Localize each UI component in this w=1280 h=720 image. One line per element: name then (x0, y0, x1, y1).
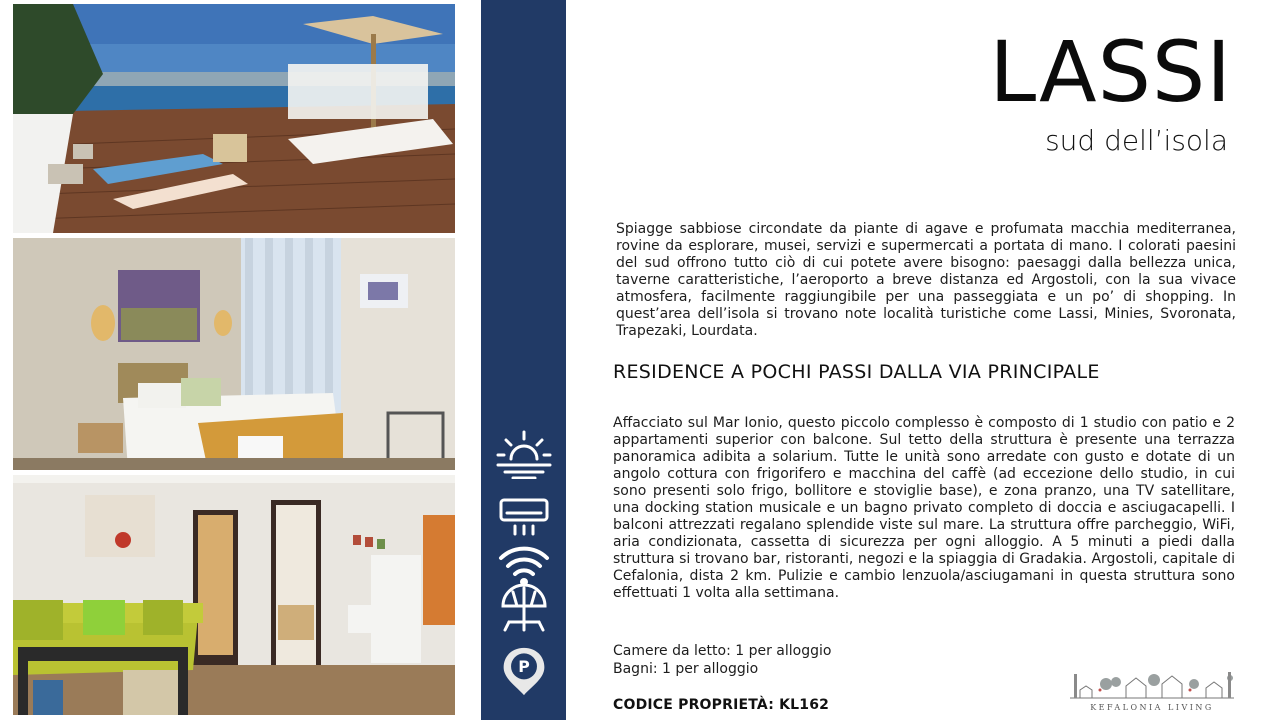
amenities-band (481, 0, 566, 720)
wifi-icon (495, 540, 553, 590)
air-conditioner-icon (495, 494, 553, 544)
property-code-value: KL162 (779, 697, 830, 713)
beach-umbrella-icon (495, 584, 553, 634)
photo-rooftop-terrace (13, 4, 455, 233)
page-subtitle: sud dell’isola (1045, 124, 1228, 157)
photo-living-room (13, 475, 455, 715)
svg-text:P: P (518, 656, 530, 676)
logo-text: KEFALONIA LIVING (1090, 703, 1214, 712)
property-code (613, 697, 829, 713)
sunrise-icon (495, 429, 553, 479)
section-body: Affacciato sul Mar Ionio, questo piccolo complesso è composto di 1 studio con patio e 2 appartamenti superior con balcone. Sul tetto della struttura è presente una terrazza panoramica adibita a solarium. Tutte le unità sono arredate con gusto e dotate di un angolo cottura con frigorifero e macchina del caffè (ad eccezione dello studio, in cui sono presenti solo frigo, bollitore e stoviglie base), e zona pranzo, una TV satellitare, una docking station musicale e un bagno privato completo di doccia e asciugacapelli. I balconi attrezzati regalano splendide viste sul mare. La struttura offre parcheggio, WiFi, aria condizionata, cassetta di sicurezza per ogni alloggio. A 5 minuti a piedi dalla struttura si trovano bar, ristoranti, negozi e la spiaggia di Gradakia. Argostoli, capitale di Cefalonia, dista 2 km. Pulizie e cambio lenzuola/asciugamani in questa struttura sono effettuati 1 volta alla settimana. (613, 415, 1235, 601)
parking-icon (495, 646, 553, 696)
bathrooms-spec: Bagni: 1 per alloggio (613, 661, 759, 677)
property-code-label: CODICE PROPRIETÀ: (613, 697, 775, 713)
intro-paragraph: Spiagge sabbiose circondate da piante di agave e profumata macchia mediterranea, rovine da esplorare, musei, servizi e supermercati a portata di mano. I colorati paesini del sud offrono tutto ciò di cui potete avere bisogno: paesaggi dalla bellezza unica, taverne caratteristiche, l’aeroporto a breve distanza ed Argostoli, con la sua vivace atmosfera, facilmente raggiungibile per una passeggiata e un po’ di shopping. In quest’area dell’isola si trovano note località turistiche come Lassi, Minies, Svoronata, Trapezaki, Lourdata. (616, 221, 1236, 339)
photo-bedroom (13, 238, 455, 470)
section-heading: RESIDENCE A POCHI PASSI DALLA VIA PRINCIPALE (613, 361, 1100, 383)
page-title: LASSI (989, 23, 1232, 121)
bedrooms-spec: Camere da letto: 1 per alloggio (613, 643, 832, 659)
